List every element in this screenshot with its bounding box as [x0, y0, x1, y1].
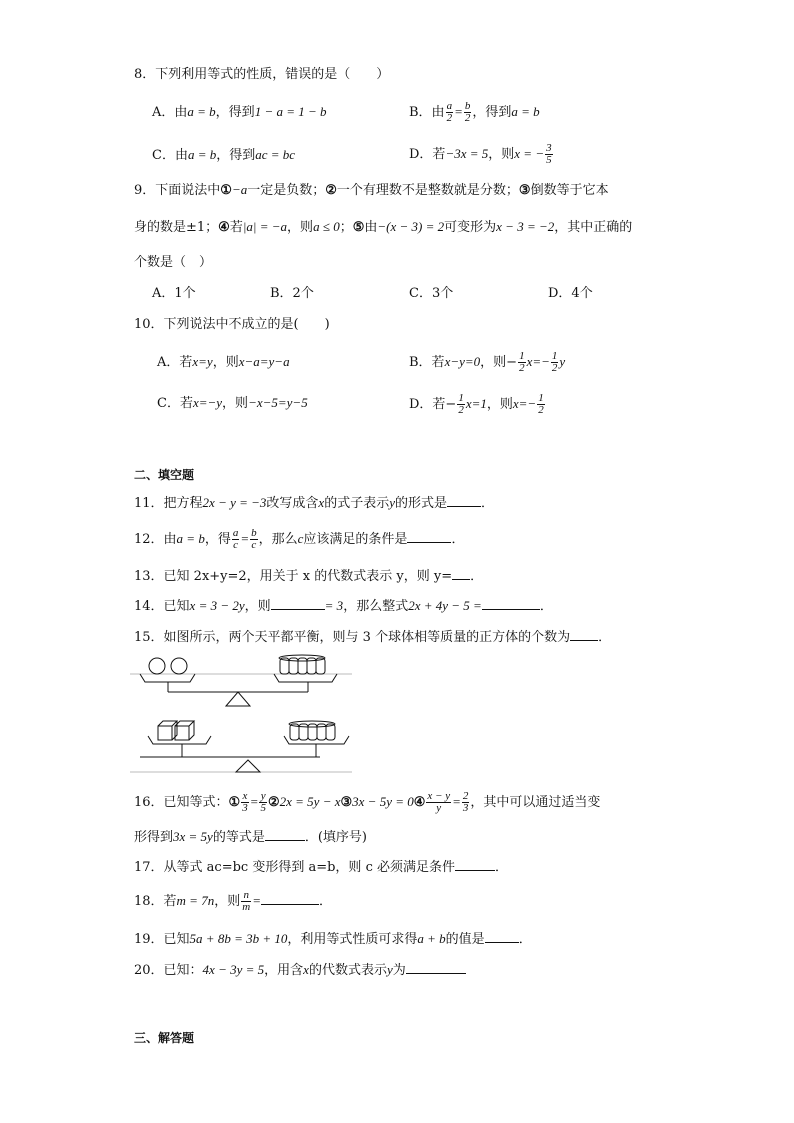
q9-line-1: 9．下面说法中①−a一定是负数；②一个有理数不是整数就是分数；③倒数等于它本: [134, 182, 609, 198]
q13-answer-blank[interactable]: [452, 567, 470, 580]
q13: 13．已知 2x+y=2，用关于 x 的代数式表示 y，则 y= ．: [134, 569, 484, 584]
balance-scales-figure: [130, 652, 362, 776]
q15-answer-blank[interactable]: [570, 628, 598, 641]
q12: 12．由a = b，得 $\frac{a}{c}$ = $\frac{b}{c}$ ，那么c应该满足的条件是 ．: [134, 527, 465, 551]
q9-line-3: 个数是（ ）: [134, 255, 213, 270]
q17-answer-blank[interactable]: [455, 858, 495, 871]
q10-option-d: D．若− $\frac{1}{2}$ x=1，则x=− $\frac{1}{2}$: [409, 392, 544, 416]
q9-option-c: C．3个: [409, 286, 454, 301]
q11: 11．把方程2x − y = −3改写成含x的式子表示y的形式是 ．: [134, 495, 495, 511]
q8-stem: 8．下列利用等式的性质，错误的是（ ）: [134, 67, 390, 82]
q9-option-d: D．4个: [548, 286, 593, 301]
section-solve-heading: 三、解答题: [134, 1031, 195, 1045]
section-fill-in-heading: 二、填空题: [134, 468, 195, 482]
q8-option-b: B．由 $\frac{a}{2}$ = $\frac{b}{2}$ ，得到a = b: [409, 100, 540, 124]
q9-line-2: 身的数是±1；④若|a| = −a，则a ≤ 0；⑤由−(x − 3) = 2可变形为x − 3 = −2，其中正确的: [134, 219, 633, 235]
q16-line-2: 形得到3x = 5y的等式是 ．(填序号): [134, 829, 367, 845]
q8-option-a: A．由a = b，得到1 − a = 1 − b: [152, 104, 327, 120]
q16-line-1: 16．已知等式：① $\frac{x}{3}$ = $\frac{y}{5}$ ②2x = 5y − x③3x − 5y = 0④ $\frac{x - y}{y}$ = $\frac{2}{3}$ ，其中可以通过适当变: [134, 790, 601, 814]
q20: 20．已知：4x − 3y = 5，用含x的代数式表示y为: [134, 961, 466, 980]
q19-answer-blank[interactable]: [485, 930, 519, 943]
q19: 19．已知5a + 8b = 3b + 10，利用等式性质可求得a + b的值是 ．: [134, 931, 532, 947]
q17: 17．从等式 ac=bc 变形得到 a=b，则 c 必须满足条件 ．: [134, 860, 508, 875]
q10-stem: 10．下列说法中不成立的是( ): [134, 317, 330, 332]
q9-option-a: A．1个: [152, 286, 196, 301]
q20-answer-blank[interactable]: [406, 961, 466, 974]
q18-answer-blank[interactable]: [261, 892, 319, 905]
q14-answer-blank-1[interactable]: [271, 597, 325, 610]
q8-option-d: D．若−3x = 5，则x = − $\frac{3}{5}$: [409, 142, 552, 166]
q10-option-b: B．若x−y=0，则− $\frac{1}{2}$ x=− $\frac{1}{2}$ y: [409, 350, 566, 374]
q10-option-c: C．若x=−y，则−x−5=y−5: [157, 395, 308, 411]
q15: 15．如图所示，两个天平都平衡，则与 3 个球体相等质量的正方体的个数为 ．: [134, 630, 612, 645]
q10-option-a: A．若x=y，则x−a=y−a: [157, 354, 290, 370]
q16-answer-blank[interactable]: [265, 828, 305, 841]
q12-answer-blank[interactable]: [407, 530, 451, 543]
q9-option-b: B．2个: [270, 286, 314, 301]
q11-answer-blank[interactable]: [447, 494, 481, 507]
q14-answer-blank-2[interactable]: [482, 597, 540, 610]
q18: 18．若m = 7n，则 $\frac{n}{m}$ = ．: [134, 889, 332, 913]
q8-option-c: C．由a = b，得到ac = bc: [152, 147, 296, 163]
q14: 14．已知x = 3 − 2y，则 = 3，那么整式2x + 4y − 5 = ．: [134, 598, 553, 614]
